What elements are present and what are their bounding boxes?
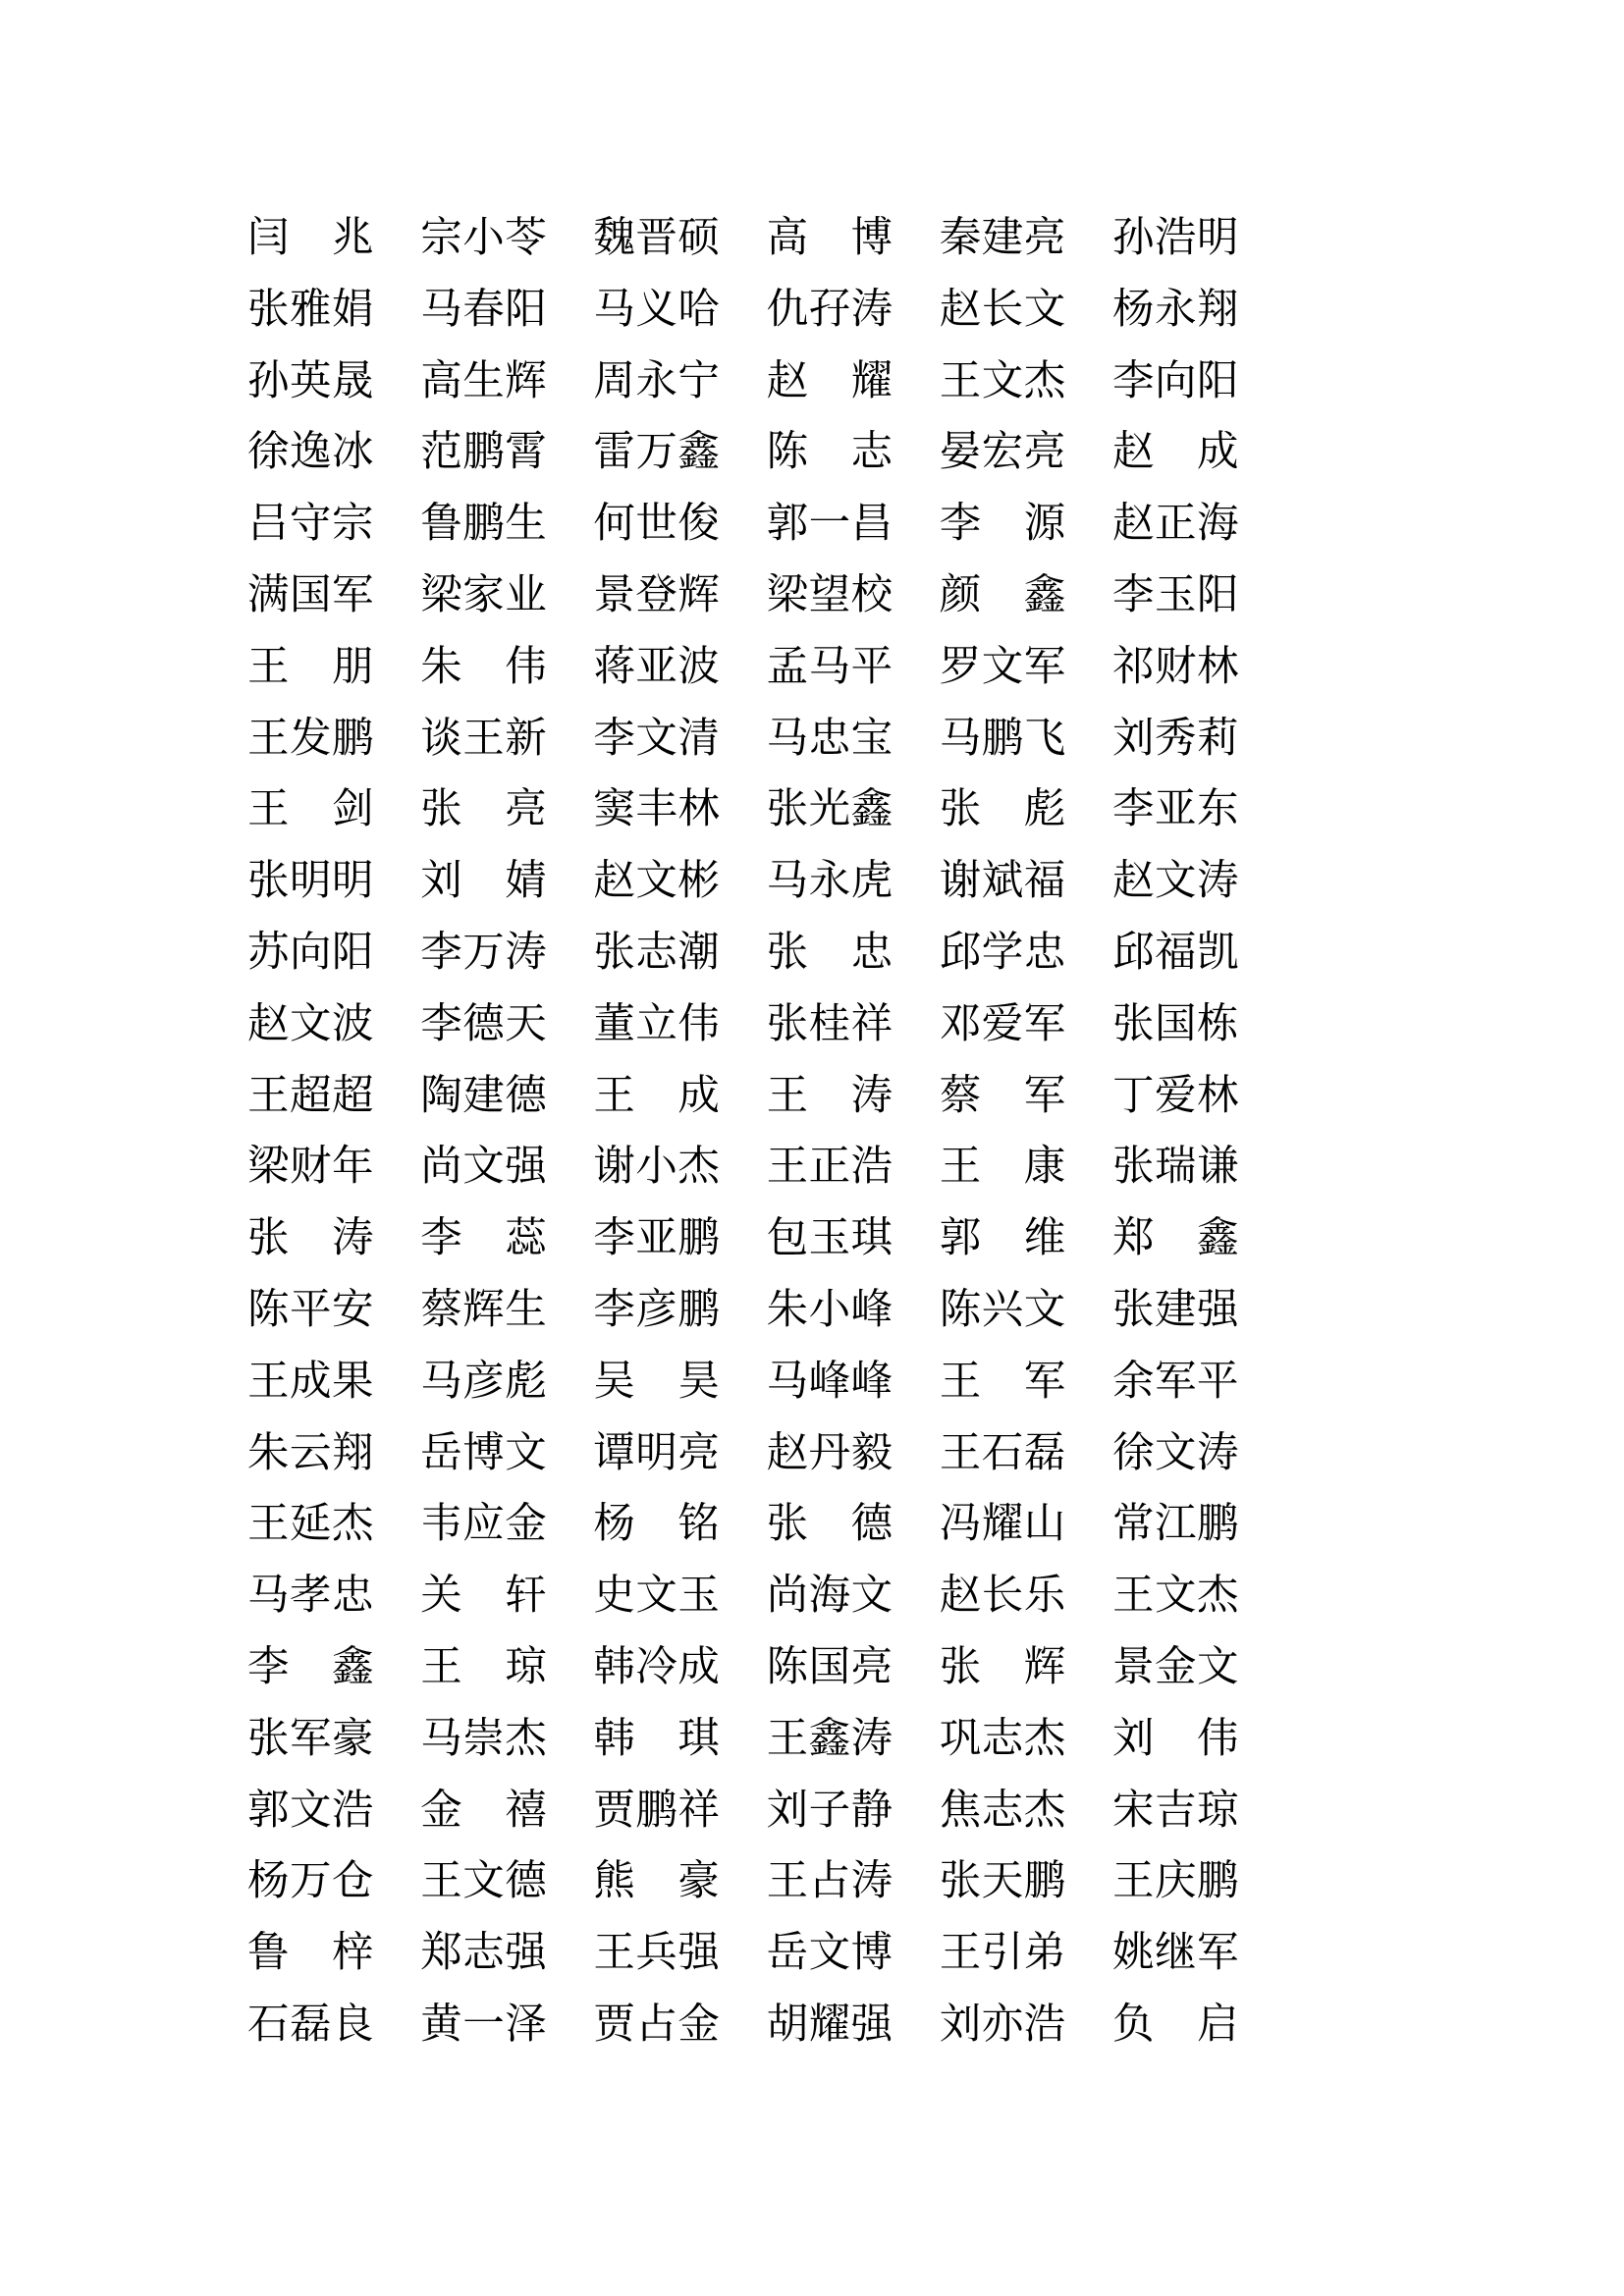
name-cell: 刘子静 [766, 1786, 893, 1835]
name-cell: 王鑫涛 [766, 1714, 893, 1763]
name-cell: 谢小杰 [593, 1143, 721, 1192]
name-cell: 张 忠 [766, 928, 893, 977]
name-cell: 周永宁 [593, 356, 721, 405]
name-cell: 王引弟 [939, 1929, 1066, 1978]
name-cell: 景登辉 [593, 570, 721, 619]
name-grid [247, 203, 1241, 2061]
name-cell: 何世俊 [593, 500, 721, 549]
name-cell: 李玉阳 [1111, 570, 1239, 619]
name-cell: 仇孖涛 [766, 285, 893, 334]
name-cell: 陈国亮 [766, 1642, 893, 1691]
name-cell: 王 军 [939, 1357, 1066, 1406]
name-cell: 杨永翔 [1111, 285, 1239, 334]
name-cell: 李德天 [420, 999, 548, 1048]
name-cell: 郭文浩 [247, 1786, 375, 1835]
name-cell: 陈平安 [247, 1285, 375, 1334]
name-cell: 胡耀强 [766, 2000, 893, 2049]
name-cell: 窦丰林 [593, 785, 721, 834]
name-cell: 金 禧 [420, 1786, 548, 1835]
name-cell: 焦志杰 [939, 1786, 1066, 1835]
name-cell: 徐逸冰 [247, 428, 375, 477]
name-cell: 赵正海 [1111, 500, 1239, 549]
name-cell: 李 鑫 [247, 1642, 375, 1691]
name-cell: 魏晋硕 [593, 214, 721, 262]
name-cell: 董立伟 [593, 999, 721, 1048]
name-cell: 颜 鑫 [939, 570, 1066, 619]
name-cell: 王成果 [247, 1357, 375, 1406]
name-cell: 王 朋 [247, 642, 375, 691]
name-cell: 岳文博 [766, 1929, 893, 1978]
name-cell: 贾占金 [593, 2000, 721, 2049]
name-cell: 蔡辉生 [420, 1285, 548, 1334]
name-cell: 余军平 [1111, 1357, 1239, 1406]
name-cell: 刘亦浩 [939, 2000, 1066, 2049]
name-cell: 祁财林 [1111, 642, 1239, 691]
name-cell: 史文玉 [593, 1572, 721, 1621]
name-cell: 李万涛 [420, 928, 548, 977]
name-cell: 高生辉 [420, 356, 548, 405]
name-cell: 高 博 [766, 214, 893, 262]
name-cell: 赵长乐 [939, 1572, 1066, 1621]
name-cell: 雷万鑫 [593, 428, 721, 477]
name-cell: 李亚东 [1111, 785, 1239, 834]
name-cell: 张瑞谦 [1111, 1143, 1239, 1192]
name-cell: 马崇杰 [420, 1714, 548, 1763]
name-cell: 鲁鹏生 [420, 500, 548, 549]
name-cell: 梁财年 [247, 1143, 375, 1192]
name-cell: 黄一泽 [420, 2000, 548, 2049]
name-cell: 郑 鑫 [1111, 1214, 1239, 1263]
name-cell: 吴 昊 [593, 1357, 721, 1406]
name-cell: 韩冷成 [593, 1642, 721, 1691]
name-cell: 韩 琪 [593, 1714, 721, 1763]
name-cell: 王占涛 [766, 1857, 893, 1906]
name-cell: 张 德 [766, 1500, 893, 1549]
name-cell: 张 彪 [939, 785, 1066, 834]
name-cell: 王超超 [247, 1071, 375, 1120]
name-cell: 贾鹏祥 [593, 1786, 721, 1835]
name-cell: 张明明 [247, 857, 375, 906]
name-cell: 秦建亮 [939, 214, 1066, 262]
name-cell: 王 剑 [247, 785, 375, 834]
name-cell: 陶建德 [420, 1071, 548, 1120]
name-cell: 谢斌福 [939, 857, 1066, 906]
name-cell: 杨 铭 [593, 1500, 721, 1549]
name-cell: 李 源 [939, 500, 1066, 549]
name-cell: 马义哈 [593, 285, 721, 334]
name-cell: 景金文 [1111, 1642, 1239, 1691]
name-cell: 邱学忠 [939, 928, 1066, 977]
name-cell: 陈兴文 [939, 1285, 1066, 1334]
name-cell: 马鹏飞 [939, 714, 1066, 763]
name-cell: 杨万仓 [247, 1857, 375, 1906]
name-cell: 王 康 [939, 1143, 1066, 1192]
name-cell: 晏宏亮 [939, 428, 1066, 477]
name-cell: 张 涛 [247, 1214, 375, 1263]
name-cell: 王石磊 [939, 1428, 1066, 1477]
name-cell: 孙英晟 [247, 356, 375, 405]
name-cell: 张 辉 [939, 1642, 1066, 1691]
name-cell: 王庆鹏 [1111, 1857, 1239, 1906]
name-cell: 赵文彬 [593, 857, 721, 906]
name-cell: 李 蕊 [420, 1214, 548, 1263]
name-cell: 张光鑫 [766, 785, 893, 834]
name-cell: 负 启 [1111, 2000, 1239, 2049]
name-cell: 刘秀莉 [1111, 714, 1239, 763]
name-cell: 常江鹏 [1111, 1500, 1239, 1549]
name-cell: 王兵强 [593, 1929, 721, 1978]
name-cell: 梁望校 [766, 570, 893, 619]
name-cell: 马忠宝 [766, 714, 893, 763]
name-cell: 王发鹏 [247, 714, 375, 763]
name-cell: 闫 兆 [247, 214, 375, 262]
name-cell: 马春阳 [420, 285, 548, 334]
name-cell: 鲁 梓 [247, 1929, 375, 1978]
name-cell: 赵长文 [939, 285, 1066, 334]
name-cell: 张建强 [1111, 1285, 1239, 1334]
name-cell: 朱云翔 [247, 1428, 375, 1477]
name-cell: 岳博文 [420, 1428, 548, 1477]
name-cell: 郭一昌 [766, 500, 893, 549]
name-cell: 吕守宗 [247, 500, 375, 549]
name-cell: 李向阳 [1111, 356, 1239, 405]
name-cell: 徐文涛 [1111, 1428, 1239, 1477]
name-cell: 赵 耀 [766, 356, 893, 405]
name-cell: 王 成 [593, 1071, 721, 1120]
name-cell: 宗小苓 [420, 214, 548, 262]
name-cell: 蒋亚波 [593, 642, 721, 691]
name-cell: 蔡 军 [939, 1071, 1066, 1120]
name-cell: 陈 志 [766, 428, 893, 477]
name-cell: 马彦彪 [420, 1357, 548, 1406]
name-cell: 苏向阳 [247, 928, 375, 977]
name-cell: 冯耀山 [939, 1500, 1066, 1549]
name-cell: 朱小峰 [766, 1285, 893, 1334]
name-cell: 满国军 [247, 570, 375, 619]
name-cell: 邓爱军 [939, 999, 1066, 1048]
name-cell: 王文杰 [939, 356, 1066, 405]
name-cell: 宋吉琼 [1111, 1786, 1239, 1835]
name-cell: 张 亮 [420, 785, 548, 834]
name-cell: 马永虎 [766, 857, 893, 906]
name-cell: 王 琼 [420, 1642, 548, 1691]
name-cell: 张雅娟 [247, 285, 375, 334]
name-cell: 王文杰 [1111, 1572, 1239, 1621]
name-cell: 刘 婧 [420, 857, 548, 906]
name-cell: 王 涛 [766, 1071, 893, 1120]
name-cell: 刘 伟 [1111, 1714, 1239, 1763]
name-cell: 丁爱林 [1111, 1071, 1239, 1120]
name-cell: 赵文波 [247, 999, 375, 1048]
name-cell: 韦应金 [420, 1500, 548, 1549]
name-cell: 张志潮 [593, 928, 721, 977]
name-cell: 孟马平 [766, 642, 893, 691]
name-cell: 梁家业 [420, 570, 548, 619]
name-cell: 熊 豪 [593, 1857, 721, 1906]
name-cell: 王延杰 [247, 1500, 375, 1549]
name-cell: 李文清 [593, 714, 721, 763]
name-cell: 张军豪 [247, 1714, 375, 1763]
name-cell: 罗文军 [939, 642, 1066, 691]
name-cell: 朱 伟 [420, 642, 548, 691]
name-cell: 赵 成 [1111, 428, 1239, 477]
name-cell: 谭明亮 [593, 1428, 721, 1477]
name-cell: 马峰峰 [766, 1357, 893, 1406]
name-cell: 范鹏霄 [420, 428, 548, 477]
name-cell: 郭 维 [939, 1214, 1066, 1263]
name-cell: 李彦鹏 [593, 1285, 721, 1334]
name-cell: 张国栋 [1111, 999, 1239, 1048]
name-cell: 姚继军 [1111, 1929, 1239, 1978]
name-cell: 谈王新 [420, 714, 548, 763]
name-cell: 石磊良 [247, 2000, 375, 2049]
name-cell: 郑志强 [420, 1929, 548, 1978]
name-cell: 赵丹毅 [766, 1428, 893, 1477]
name-cell: 王正浩 [766, 1143, 893, 1192]
name-cell: 尚文强 [420, 1143, 548, 1192]
name-cell: 包玉琪 [766, 1214, 893, 1263]
name-cell: 李亚鹏 [593, 1214, 721, 1263]
name-cell: 张天鹏 [939, 1857, 1066, 1906]
name-cell: 尚海文 [766, 1572, 893, 1621]
name-cell: 王文德 [420, 1857, 548, 1906]
name-cell: 邱福凯 [1111, 928, 1239, 977]
name-cell: 关 轩 [420, 1572, 548, 1621]
name-cell: 张桂祥 [766, 999, 893, 1048]
name-cell: 马孝忠 [247, 1572, 375, 1621]
name-cell: 孙浩明 [1111, 214, 1239, 262]
name-cell: 赵文涛 [1111, 857, 1239, 906]
name-cell: 巩志杰 [939, 1714, 1066, 1763]
